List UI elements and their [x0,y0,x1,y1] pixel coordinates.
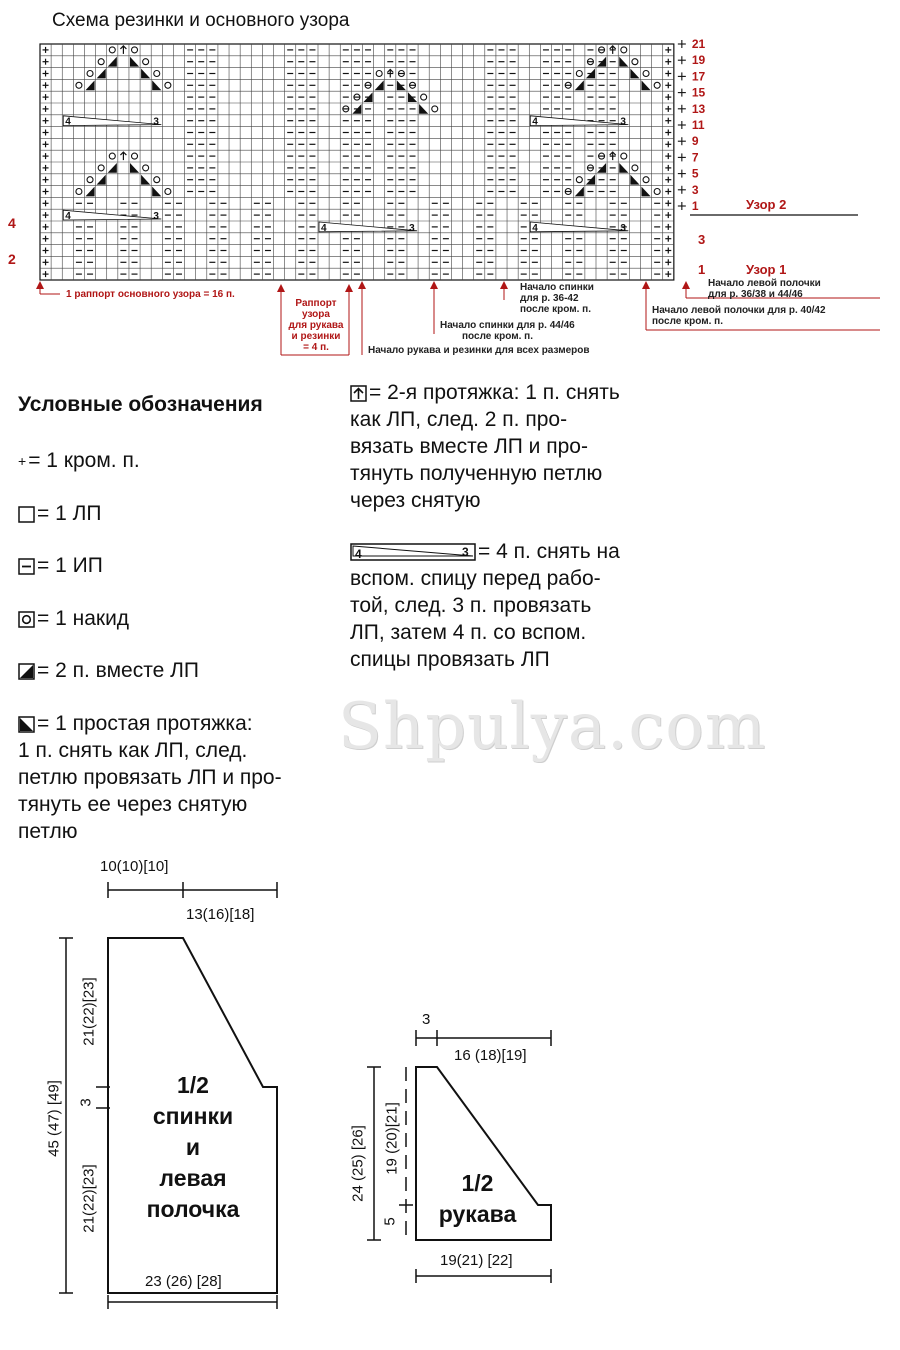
back-lower-height-dim: 21(22)[23] [80,1164,98,1233]
cable-number-left: 4 [532,222,538,234]
row-number-right-rib-3: 3 [698,232,706,247]
cable-number-left: 4 [321,222,327,234]
annotation-repeat-main: 1 раппорт основного узора = 16 п. [66,289,235,300]
legend-item-double-decrease: = 2-я протяжка: 1 п. снять как ЛП, след. 2 п. про- вязать вместе ЛП и про- тянуть полученную петлю через снятую [350,381,620,512]
back-label: 1/2 спинки и левая полочка [146,1072,240,1222]
sleeve-lower-height-dim: 5 [381,1217,399,1226]
row-number-21: 21 [691,37,706,51]
legend-item-knit: = 1 ЛП [18,500,102,527]
row-number-left-2: 2 [8,251,16,267]
sleeve-total-height-dim: 24 (25) [26] [349,1125,367,1202]
annotation-repeat-sleeve: Раппорт узора для рукава и резинки = 4 п. [288,298,344,353]
back-middle-height-dim: 3 [77,1098,95,1107]
back-upper-height-dim: 21(22)[23] [80,977,98,1046]
cable-number-left: 4 [532,116,538,128]
annotation-left-front-40: Начало левой полочки для р. 40/42 после кром. п. [652,305,826,327]
row-number-15: 15 [691,85,706,100]
back-top-shoulder-dim: 10(10)[10] [100,858,169,875]
annotation-left-front-36: Начало левой полочки для р. 36/38 и 44/46 [708,278,821,300]
cable-number-right: 3 [620,116,626,128]
cable-number-left: 4 [65,211,71,222]
legend-item-k2tog: = 2 п. вместе ЛП [18,657,199,684]
pattern-2-label: Узор 2 [746,197,787,212]
row-number-left-4: 4 [8,215,16,231]
legend-item-yarn-over: = 1 накид [18,605,129,632]
back-total-height-dim: 45 (47) [49] [45,1080,63,1157]
annotation-back-start-36: Начало спинки для р. 36-42 после кром. п. [520,282,594,315]
cable-number-right: 3 [153,116,159,128]
row-number-9: 9 [691,134,699,149]
row-number-19: 19 [691,53,706,68]
back-top-neck-dim: 13(16)[18] [186,906,255,923]
legend-item-cable: 4 3 = 4 п. снять на вспом. спицу перед рабо- той, след. 3 п. провязать ЛП, затем 4 п. со вспом. спицы провязать ЛП [350,540,620,671]
pattern-1-label: Узор 1 [746,262,787,277]
cable-number-right: 3 [153,211,159,222]
sleeve-width-dim: 19(21) [22] [440,1252,513,1269]
row-number-1: 1 [691,199,699,213]
cable-number-right: 3 [620,222,626,234]
cable-number-right: 3 [409,222,415,234]
legend-item-ssk: = 1 простая протяжка: 1 п. снять как ЛП, след. петлю провязать ЛП и про- тянуть ее через снятую петлю [18,712,282,843]
sleeve-label: 1/2 рукава [438,1170,517,1227]
chart-title: Схема резинки и основного узора [52,10,350,31]
sleeve-top-right-dim: 16 (18)[19] [454,1047,527,1064]
row-number-7: 7 [691,150,699,165]
edge-stitch-plus-icon: + [18,452,27,469]
sleeve-top-left-dim: 3 [422,1011,431,1028]
annotation-sleeve-start: Начало рукава и резинки для всех размеров [368,345,590,356]
row-number-11: 11 [691,118,705,132]
row-number-3: 3 [691,182,699,197]
row-number-13: 13 [691,101,706,116]
row-number-5: 5 [691,166,699,181]
legend-heading: Условные обозначения [18,393,263,416]
legend-item-purl: = 1 ИП [18,552,103,579]
watermark: Shpulya.com [338,690,767,764]
cable-number-left: 4 [65,116,71,128]
sleeve-upper-height-dim: 19 (20)[21] [383,1102,401,1175]
legend-item-edge-stitch: += 1 кром. п. [18,447,140,475]
cable-icon-right-number: 3 [462,545,469,560]
row-number-17: 17 [691,69,706,84]
row-number-right-rib-1: 1 [698,262,706,277]
back-width-dim: 23 (26) [28] [145,1273,222,1290]
cable-icon-left-number: 4 [355,547,362,562]
annotation-back-start-44: Начало спинки для р. 44/46 после кром. п. [440,320,575,342]
